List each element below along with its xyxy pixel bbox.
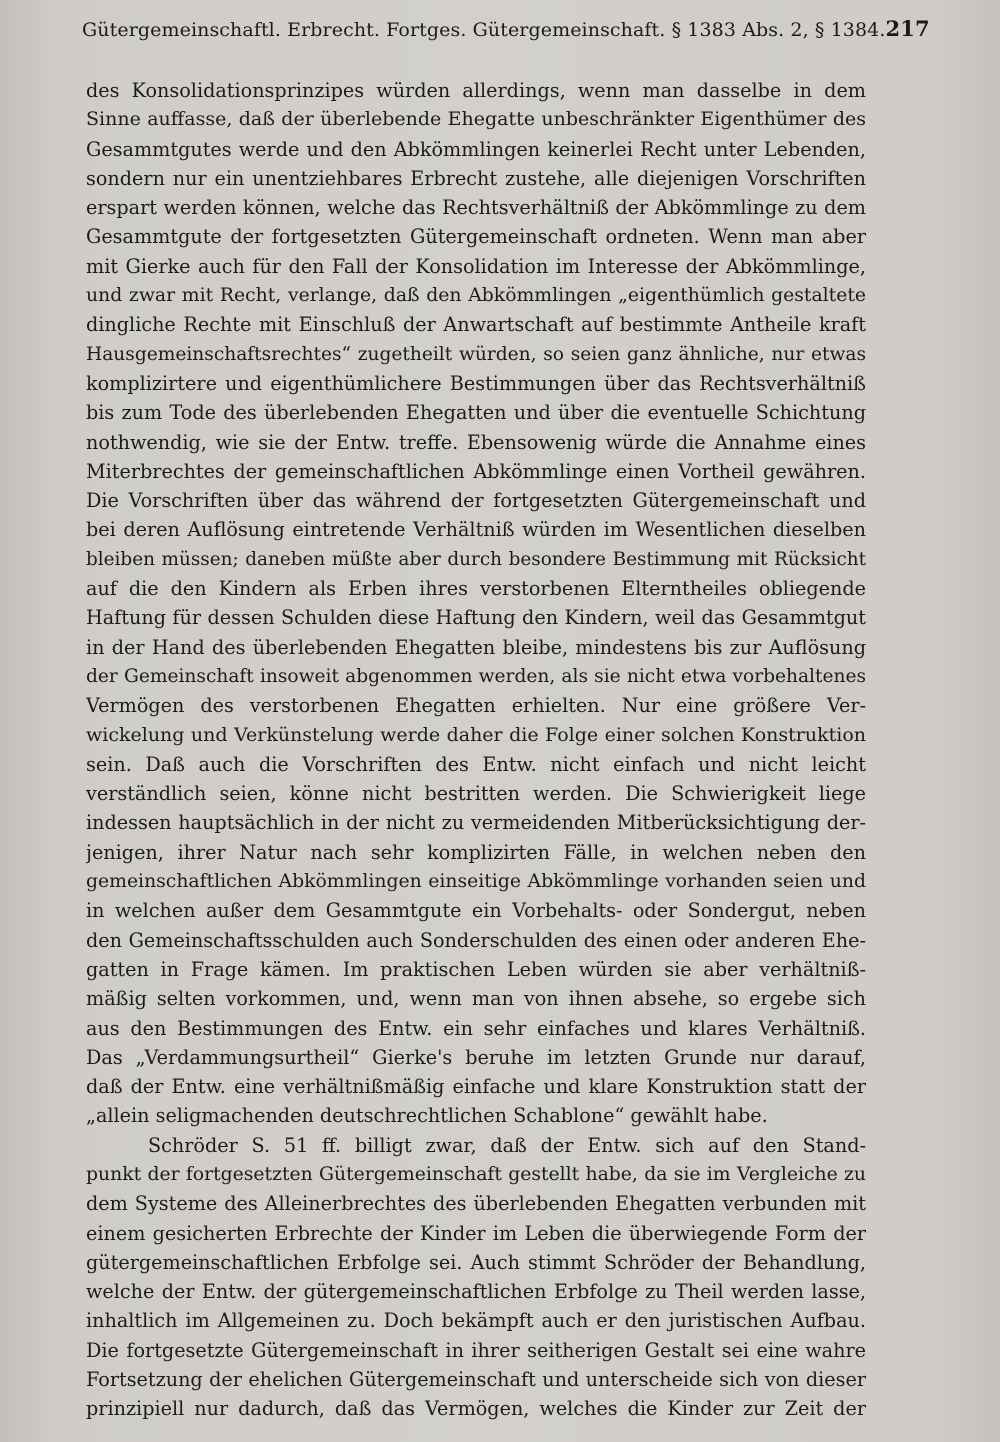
text-line: mit Gierke auch für den Fall der Konsolidation im Interesse der Abkömmlinge, [86,254,866,278]
text-line: Vermögen des verstorbenen Ehegatten erhielten. Nur eine größere Ver- [86,694,866,718]
text-line: gütergemeinschaftlichen Erbfolge sei. Auch stimmt Schröder der Behandlung, [86,1250,866,1274]
page-number: 217 [885,16,930,41]
text-line: indessen hauptsächlich in der nicht zu vermeidenden Mitberücksichtigung der- [86,811,866,835]
text-line: bei deren Auflösung eintretende Verhältniß würden im Wesentlichen dieselben [86,518,866,542]
text-line: Schröder S. 51 ff. billigt zwar, daß der Entw. sich auf den Stand- [148,1133,866,1157]
text-line: wickelung und Verkünstelung werde daher die Folge einer solchen Konstruktion [86,723,866,746]
text-line: daß der Entw. eine verhältnißmäßig einfache und klare Konstruktion statt der [86,1075,866,1099]
text-line: gemeinschaftlichen Abkömmlingen einseitige Abkömmlinge vorhanden seien und [86,871,866,893]
running-head-title: Gütergemeinschaftl. Erbrecht. Fortges. Gütergemeinschaft. § 1383 Abs. 2, § 1384. [82,19,886,41]
running-head [82,16,930,50]
text-line: Die Vorschriften über das während der fortgesetzten Gütergemeinschaft und [86,489,866,513]
text-line: komplizirtere und eigenthümlichere Bestimmungen über das Rechtsverhältniß [86,371,866,395]
text-line: Hausgemeinschaftsrechtes“ zugetheilt würden, so seien ganz ähnliche, nur etwas [86,343,866,365]
text-line: gatten in Frage kämen. Im praktischen Leben würden sie aber verhältniß- [86,957,866,981]
text-line: und zwar mit Recht, verlange, daß den Abkömmlingen „eigenthümlich gestaltete [86,285,866,307]
text-line: sondern nur ein unentziehbares Erbrecht zustehe, alle diejenigen Vorschriften [86,166,866,190]
text-line: Sinne auffasse, daß der überlebende Ehegatte unbeschränkter Eigenthümer des [86,108,866,131]
text-line: nothwendig, wie sie der Entw. treffe. Ebensowenig würde die Annahme eines [86,430,866,454]
text-line: Die fortgesetzte Gütergemeinschaft in ihrer seitherigen Gestalt sei eine wahre [86,1338,866,1362]
text-line: bis zum Tode des überlebenden Ehegatten und über die eventuelle Schichtung [86,401,866,425]
text-line: jenigen, ihrer Natur nach sehr komplizirten Fälle, in welchen neben den [86,840,866,864]
text-line: des Konsolidationsprinzipes würden allerdings, wenn man dasselbe in dem [86,79,866,102]
text-line: Das „Verdammungsurtheil“ Gierke's beruhe im letzten Grunde nur darauf, [86,1045,866,1069]
text-line: prinzipiell nur dadurch, daß das Vermögen, welches die Kinder zur Zeit der [86,1397,866,1421]
text-line: Gesammtgute der fortgesetzten Gütergemeinschaft ordneten. Wenn man aber [86,225,866,249]
text-line: dem Systeme des Alleinerbrechtes des überlebenden Ehegatten verbunden mit [86,1192,866,1216]
text-line: verständlich seien, könne nicht bestritten werden. Die Schwierigkeit liege [86,782,866,806]
text-line: „allein seligmachenden deutschrechtlichen Schablone“ gewählt habe. [86,1104,768,1128]
text-line: der Gemeinschaft insoweit abgenommen werden, als sie nicht etwa vorbehaltenes [86,665,866,687]
text-line: aus den Bestimmungen des Entw. ein sehr einfaches und klares Verhältniß. [86,1016,866,1040]
body-text [86,76,866,1424]
text-line: erspart werden können, welche das Rechtsverhältniß der Abkömmlinge zu dem [86,196,866,220]
text-line: sein. Daß auch die Vorschriften des Entw. nicht einfach und nicht leicht [86,752,866,776]
text-line: inhaltlich im Allgemeinen zu. Doch bekämpft auch er den juristischen Aufbau. [86,1309,866,1333]
text-line: einem gesicherten Erbrechte der Kinder im Leben die überwiegende Form der [86,1221,866,1245]
text-line: Miterbrechtes der gemeinschaftlichen Abkömmlinge einen Vortheil gewähren. [86,459,866,483]
text-line: in welchen außer dem Gesammtgute ein Vorbehalts- oder Sondergut, neben [86,899,866,923]
text-line: dingliche Rechte mit Einschluß der Anwartschaft auf bestimmte Antheile kraft [86,313,866,337]
text-line: welche der Entw. der gütergemeinschaftlichen Erbfolge zu Theil werden lasse, [86,1280,866,1304]
text-line: punkt der fortgesetzten Gütergemeinschaft gestellt habe, da sie im Vergleiche zu [86,1163,866,1185]
text-line: in der Hand des überlebenden Ehegatten bleibe, mindestens bis zur Auflösung [86,635,866,659]
text-line: auf die den Kindern als Erben ihres verstorbenen Elterntheiles obliegende [86,577,866,601]
text-line: Haftung für dessen Schulden diese Haftung den Kindern, weil das Gesammtgut [86,606,866,630]
text-line: mäßig selten vorkommen, und, wenn man von ihnen absehe, so ergebe sich [86,987,866,1011]
text-line: bleiben müssen; daneben müßte aber durch besondere Bestimmung mit Rücksicht [86,548,866,570]
text-line: Fortsetzung der ehelichen Gütergemeinschaft und unterscheide sich von dieser [86,1368,866,1392]
text-line: Gesammtgutes werde und den Abkömmlingen keinerlei Recht unter Lebenden, [86,137,866,161]
text-line: den Gemeinschaftsschulden auch Sonderschulden des einen oder anderen Ehe- [86,928,866,952]
